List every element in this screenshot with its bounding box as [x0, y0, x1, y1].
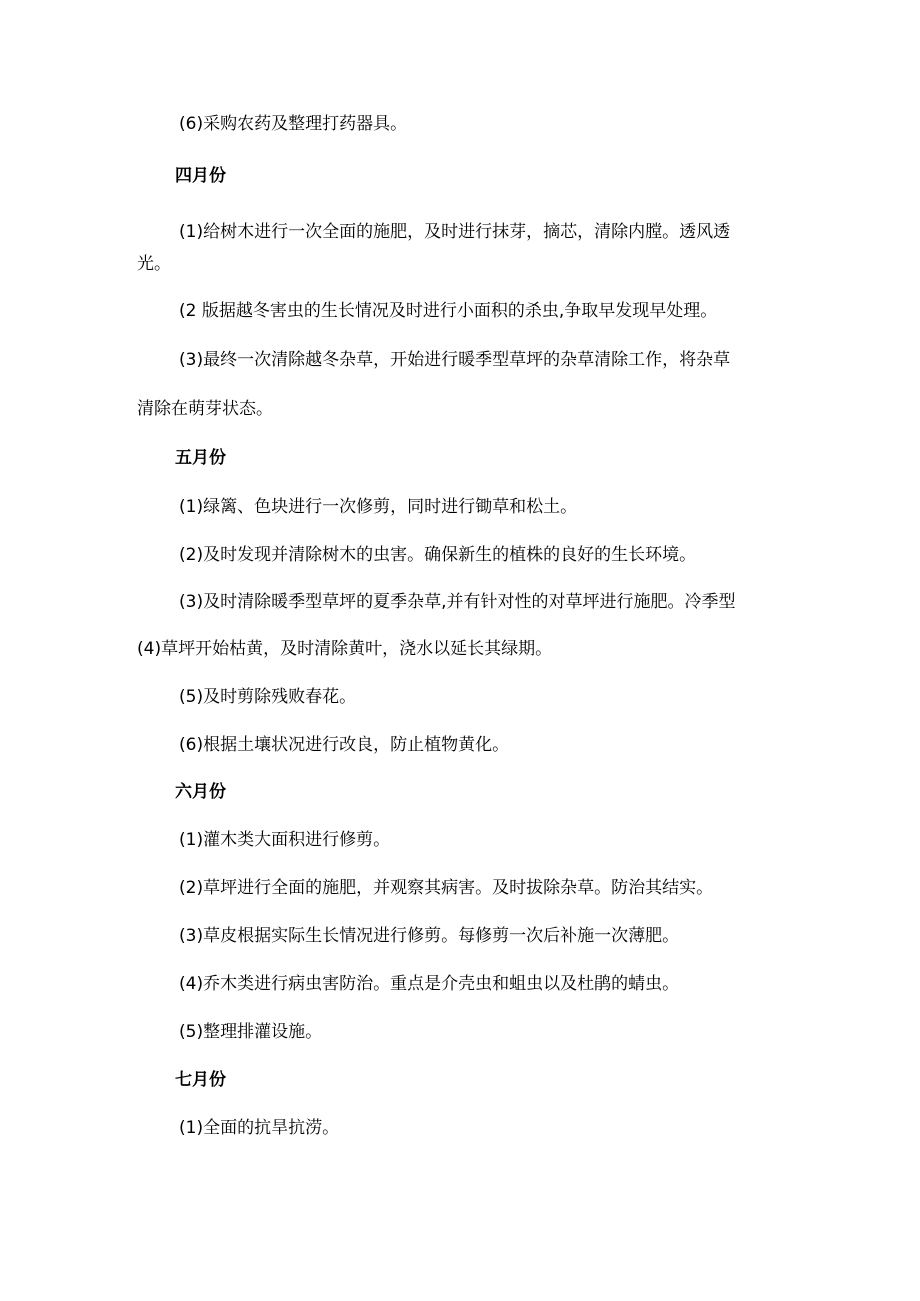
list-item: (1)全面的抗旱抗涝。	[179, 1118, 340, 1138]
list-item: (3)草皮根据实际生长情况进行修剪。每修剪一次后补施一次薄肥。	[179, 926, 680, 946]
list-item: (5)及时剪除残败春花。	[179, 687, 357, 707]
list-item: (3)及时清除暖季型草坪的夏季杂草,并有针对性的对草坪进行施肥。冷季型	[179, 592, 736, 612]
list-item: (3)最终一次清除越冬杂草，开始进行暖季型草坪的杂草清除工作，将杂草	[179, 350, 731, 370]
list-item: (5)整理排灌设施。	[179, 1022, 323, 1042]
section-heading-june: 六月份	[175, 782, 226, 802]
list-item: (1)灌木类大面积进行修剪。	[179, 830, 391, 850]
list-item: (1)给树木进行一次全面的施肥，及时进行抹芽，摘芯，清除内膛。透风透	[179, 222, 731, 242]
list-item: (2)草坪进行全面的施肥，并观察其病害。及时拔除杂草。防治其结实。	[179, 878, 714, 898]
list-item: (1)绿篱、色块进行一次修剪，同时进行锄草和松土。	[179, 497, 578, 517]
list-item: (4)乔木类进行病虫害防治。重点是介壳虫和蛆虫以及杜鹃的蜻虫。	[179, 974, 680, 994]
list-item-continuation: 光。	[137, 254, 171, 274]
list-item: (6)采购农药及整理打药器具。	[179, 114, 408, 134]
list-item: (2 版据越冬害虫的生长情况及时进行小面积的杀虫,争取早发现早处理。	[179, 301, 718, 321]
list-item: (2)及时发现并清除树木的虫害。确保新生的植株的良好的生长环境。	[179, 545, 697, 565]
list-item: (6)根据土壤状况进行改良，防止植物黄化。	[179, 735, 510, 755]
list-item-continuation: (4)草坪开始枯黄，及时清除黄叶，浇水以延长其绿期。	[137, 639, 553, 659]
section-heading-april: 四月份	[175, 166, 226, 186]
list-item-continuation: 清除在萌芽状态。	[137, 399, 273, 419]
section-heading-july: 七月份	[175, 1070, 226, 1090]
section-heading-may: 五月份	[175, 448, 226, 468]
